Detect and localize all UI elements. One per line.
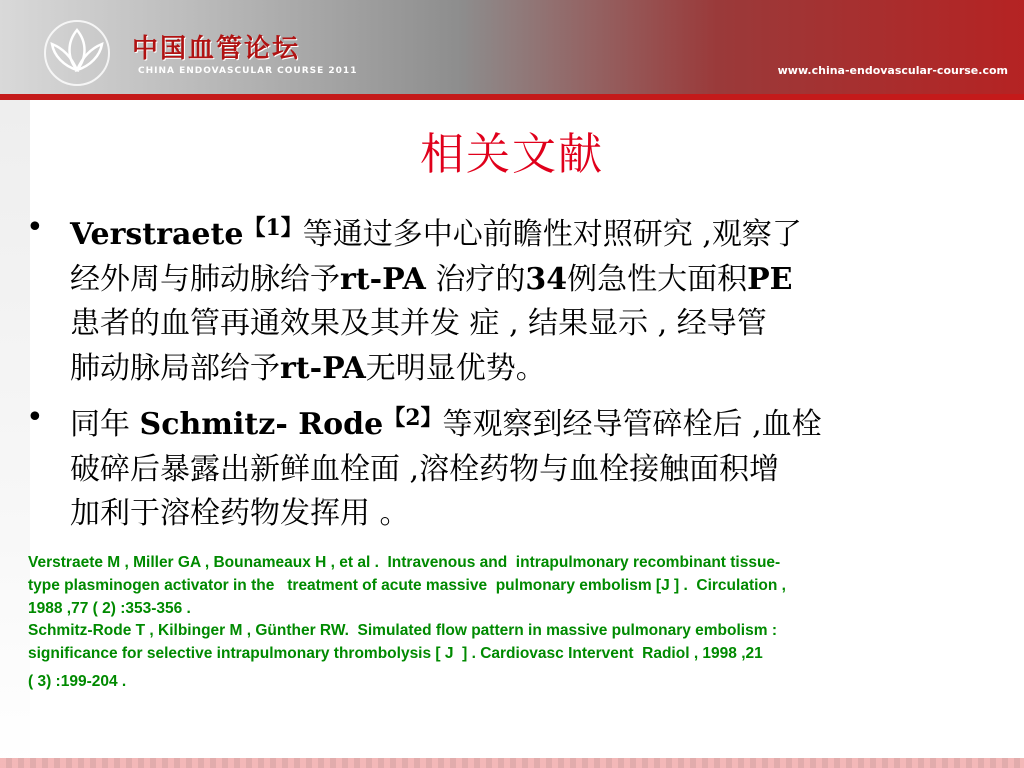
- bullet-text: 等通过多中心前瞻性对照研究 ,观察了: [302, 217, 802, 252]
- reference-line: Schmitz-Rode T , Kilbinger M , Günther RW. Simulated flow pattern in massive pulmonary embolism :: [28, 622, 777, 640]
- author-name: Schmitz- Rode: [139, 407, 384, 442]
- reference-line: Verstraete M , Miller GA , Bounameaux H , et al . Intravenous and intrapulmonary recombinant tissue-: [28, 554, 781, 571]
- bullet-dot-icon: •: [26, 400, 44, 435]
- author-name: Verstraete: [70, 217, 244, 252]
- brand-name-chinese: 中国血管论坛: [132, 34, 301, 64]
- bullet-text: 无明显优势。: [365, 350, 546, 386]
- drug-name: rt-PA: [340, 261, 426, 297]
- reference-line: 1988 ,77 ( 2) :353-356 .: [28, 599, 191, 617]
- bullet-text: 治疗的: [425, 261, 526, 297]
- slide-title: 相关文献: [420, 129, 604, 180]
- bullet-text: 例急性大面积: [567, 261, 748, 297]
- reference-marker: 【1】: [243, 215, 303, 241]
- bullet-text: 等观察到经导管碎栓后 ,血栓: [442, 407, 822, 442]
- bullet-text: 加利于溶栓药物发挥用 。: [70, 496, 410, 531]
- brand-name-english: CHINA ENDOVASCULAR COURSE 2011: [138, 66, 358, 76]
- bullet-item-verstraete: [22, 206, 1002, 391]
- bullet-list: [22, 206, 1002, 542]
- lotus-logo-icon: [34, 18, 120, 88]
- bullet-text: 肺动脉局部给予: [70, 350, 280, 386]
- patient-count: 34: [525, 261, 568, 297]
- bullet-text: 同年: [70, 407, 140, 442]
- abbreviation-pe: PE: [747, 261, 793, 297]
- site-url: www.china-endovascular-course.com: [777, 64, 1008, 77]
- bullet-dot-icon: •: [26, 210, 44, 245]
- references-block: [28, 552, 1004, 694]
- reference-line: ( 3) :199-204 .: [28, 672, 127, 690]
- bullet-text: 患者的血管再通效果及其并发 症 , 结果显示 , 经导管: [70, 306, 767, 341]
- bullet-text: 经外周与肺动脉给予: [70, 261, 340, 297]
- reference-marker: 【2】: [383, 405, 443, 431]
- bullet-item-schmitz-rode: [22, 396, 1002, 537]
- drug-name: rt-PA: [280, 350, 366, 386]
- slide-header: [0, 0, 1024, 100]
- reference-line: significance for selective intrapulmonary thrombolysis [ J ] . Cardiovasc Intervent Radiol , 1998 ,21: [28, 645, 763, 663]
- reference-line: type plasminogen activator in the treatment of acute massive pulmonary embolism [J ] . Circulation ,: [28, 576, 786, 594]
- bullet-text: 破碎后暴露出新鲜血栓面 ,溶栓药物与血栓接触面积增: [70, 451, 780, 487]
- footer-stripe: [0, 758, 1024, 768]
- header-stripe: [0, 94, 1024, 100]
